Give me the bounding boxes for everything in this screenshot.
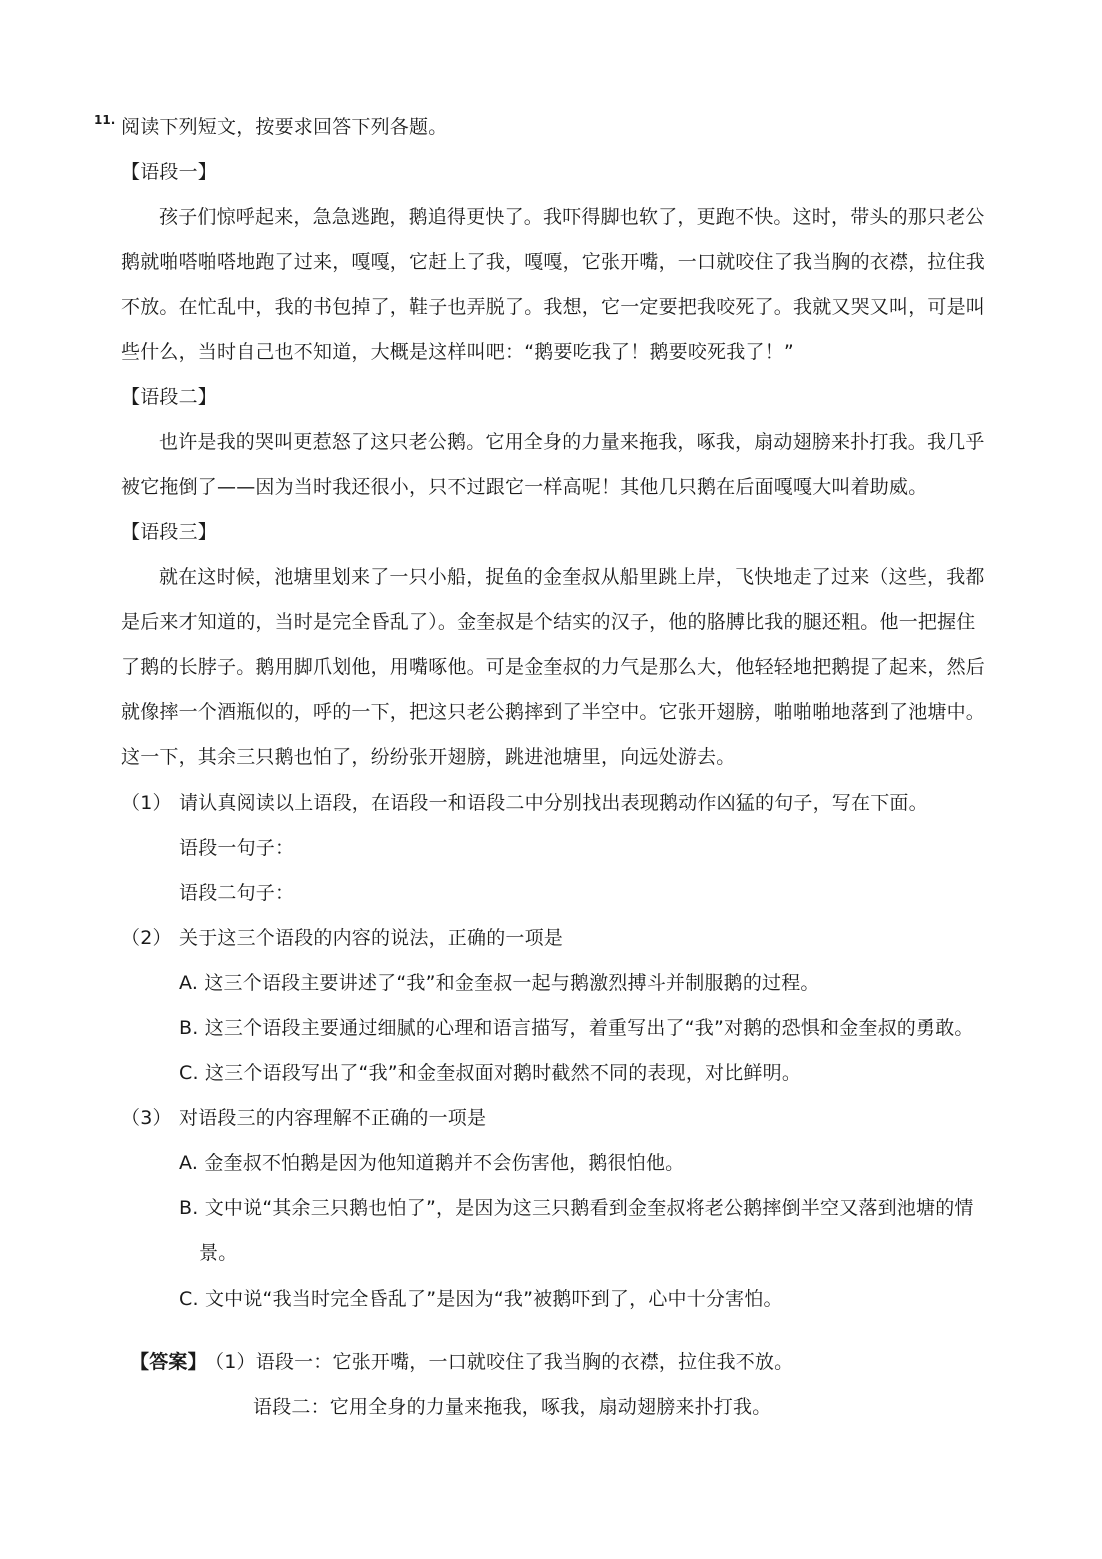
option-b: B. 这三个语段主要通过细腻的心理和语言描写，着重写出了“我”对鹅的恐惧和金奎叔的勇敢。: [179, 1017, 974, 1039]
question-instruction: 阅读下列短文，按要求回答下列各题。: [121, 116, 448, 138]
question-number: 11.: [94, 113, 116, 127]
paragraph-line: 这一下，其余三只鹅也怕了，纷纷张开翅膀，跳进池塘里，向远处游去。: [121, 746, 736, 768]
sub-question-label: （2）: [121, 927, 172, 949]
option-a: A. 这三个语段主要讲述了“我”和金奎叔一起与鹅激烈搏斗并制服鹅的过程。: [179, 972, 820, 994]
paragraph-line: 是后来才知道的，当时是完全昏乱了）。金奎叔是个结实的汉子，他的胳膊比我的腿还粗。他一把握住: [121, 611, 976, 633]
option-b: B. 文中说“其余三只鹅也怕了”，是因为这三只鹅看到金奎叔将老公鹅摔倒半空又落到池塘的情: [179, 1197, 974, 1219]
option-c: C. 这三个语段写出了“我”和金奎叔面对鹅时截然不同的表现，对比鲜明。: [179, 1062, 802, 1084]
sub-question-text: 关于这三个语段的内容的说法，正确的一项是: [179, 927, 564, 949]
option-a: A. 金奎叔不怕鹅是因为他知道鹅并不会伤害他，鹅很怕他。: [179, 1152, 685, 1174]
paragraph-line: 些什么，当时自己也不知道，大概是这样叫吧：“鹅要吃我了！鹅要咬死我了！”: [121, 341, 794, 363]
paragraph-line: 就在这时候，池塘里划来了一只小船，捉鱼的金奎叔从船里跳上岸，飞快地走了过来（这些，我都: [159, 566, 985, 588]
option-c: C. 文中说“我当时完全昏乱了”是因为“我”被鹅吓到了，心中十分害怕。: [179, 1288, 783, 1310]
paragraph-line: 不放。在忙乱中，我的书包掉了，鞋子也弄脱了。我想，它一定要把我咬死了。我就又哭又叫，可是叫: [121, 296, 986, 318]
answer-tag: 【答案】: [130, 1351, 207, 1373]
section-title: 【语段一】: [121, 161, 218, 183]
answer-line: 语段二：它用全身的力量来拖我，啄我，扇动翅膀来扑打我。: [253, 1396, 772, 1418]
option-b-continued: 景。: [199, 1242, 238, 1264]
section-title: 【语段二】: [121, 386, 218, 408]
sub-question-label: （1）: [121, 792, 172, 814]
sub-question-label: （3）: [121, 1107, 172, 1129]
answer-blank-label: 语段一句子：: [179, 837, 295, 859]
paragraph-line: 鹅就啪嗒啪嗒地跑了过来，嘎嘎，它赶上了我，嘎嘎，它张开嘴，一口就咬住了我当胸的衣襟，拉住我: [121, 251, 986, 273]
answer-blank-label: 语段二句子：: [179, 882, 295, 904]
paragraph-line: 被它拖倒了——因为当时我还很小，只不过跟它一样高呢！其他几只鹅在后面嘎嘎大叫着助威。: [121, 476, 928, 498]
paragraph-line: 孩子们惊呼起来，急急逃跑，鹅追得更快了。我吓得脚也软了，更跑不快。这时，带头的那只老公: [159, 206, 985, 228]
sub-question-text: 请认真阅读以上语段，在语段一和语段二中分别找出表现鹅动作凶猛的句子，写在下面。: [179, 792, 928, 814]
answer-line: （1）语段一：它张开嘴，一口就咬住了我当胸的衣襟，拉住我不放。: [205, 1351, 794, 1373]
section-title: 【语段三】: [121, 521, 218, 543]
paragraph-line: 也许是我的哭叫更惹怒了这只老公鹅。它用全身的力量来拖我，啄我，扇动翅膀来扑打我。我几乎: [159, 431, 985, 453]
sub-question-text: 对语段三的内容理解不正确的一项是: [179, 1107, 487, 1129]
paragraph-line: 了鹅的长脖子。鹅用脚爪划他，用嘴啄他。可是金奎叔的力气是那么大，他轻轻地把鹅提了起来，然后: [121, 656, 986, 678]
paragraph-line: 就像摔一个酒瓶似的，呼的一下，把这只老公鹅摔到了半空中。它张开翅膀，啪啪啪地落到了池塘中。: [121, 701, 986, 723]
